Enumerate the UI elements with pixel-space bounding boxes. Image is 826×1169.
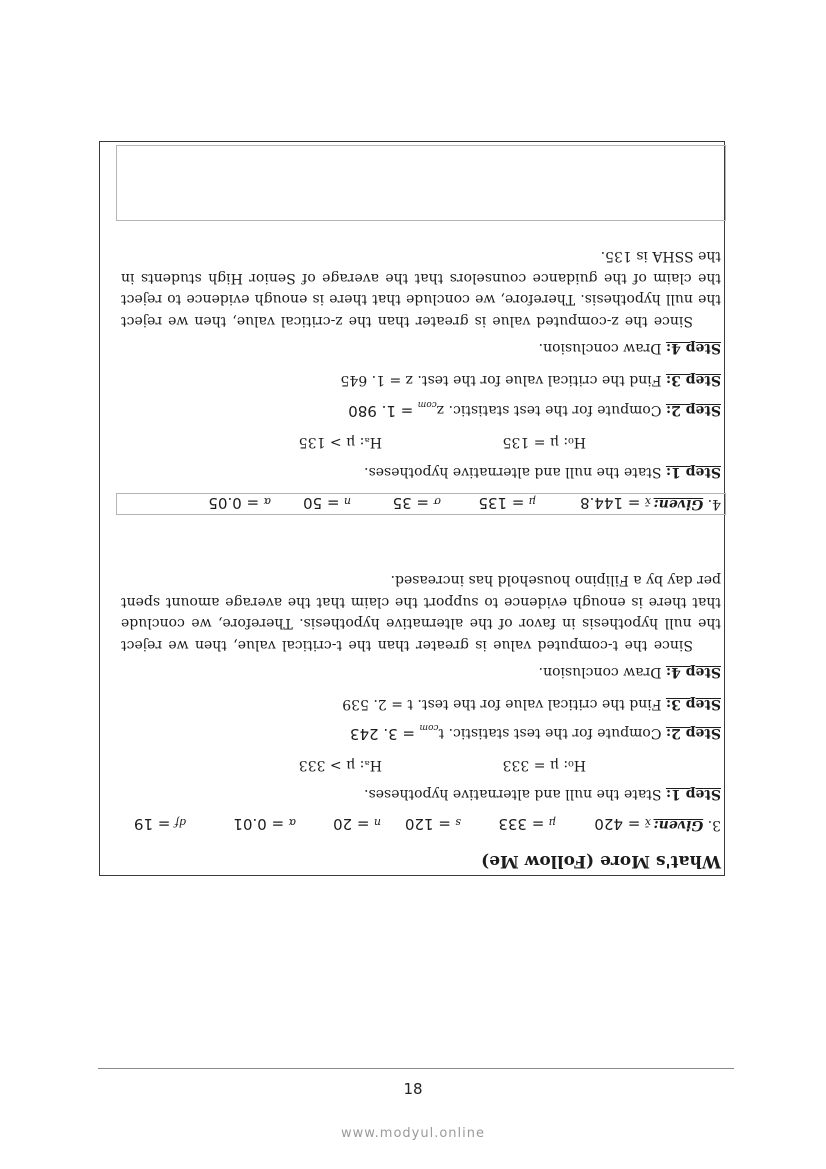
problem3-number: 3. xyxy=(707,817,721,833)
problem4-null-hypothesis: H₀: μ = 135 xyxy=(502,434,586,450)
problem4-given-label: Given: xyxy=(653,496,704,512)
problem4-step2: Step 2: Compute for the test statistic. $z_{com} = 1$. 980 xyxy=(348,399,721,420)
problem4-alt-hypothesis: Hₐ: μ > 135 xyxy=(298,434,382,450)
watermark: www.modyul.online xyxy=(340,1126,486,1141)
given-item: α = 0.01 xyxy=(233,815,296,833)
section-title: What's More (Follow Me) xyxy=(481,851,721,871)
given-item: s = 120 xyxy=(404,815,461,833)
rotated-content xyxy=(100,142,726,877)
given-item: n = 20 xyxy=(333,815,381,833)
problem4-step3: Step 3: Find the critical value for the test. z = 1. 645 xyxy=(340,372,721,388)
page-number: 18 xyxy=(403,1080,423,1098)
given-item: σ = 35 xyxy=(392,494,441,512)
problem3-step3: Step 3: Find the critical value for the test. t = 2. 539 xyxy=(342,696,721,712)
problem3-step2: Step 2: Compute for the test statistic. $t_{com} = 3$. 243 xyxy=(350,722,721,743)
problem3-givens xyxy=(654,817,721,833)
problem4-number: 4. xyxy=(707,496,721,512)
problem4-step1: Step 1: State the null and alternative hypotheses. xyxy=(364,464,721,480)
empty-answer-box xyxy=(116,145,726,221)
problem4-conclusion: Since the z-computed value is greater than the z-critical value, then we reject the null hypothesis. Therefore, we conclude that there is enough evidence to reject the claim of the guidance counselors that the average of Senior High students in the SSHA is 135. xyxy=(121,248,721,329)
problem4-step4: Step 4: Draw conclusion. xyxy=(538,340,721,356)
problem3-conclusion: Since the t-computed value is greater than the t-critical value, then we reject the null hypothesis in favor of the alternative hypothesis. Therefore, we conclude that there is enough evidence to support the claim that the average amount spent per day by a Filipino household has increased. xyxy=(121,572,721,653)
footer-divider xyxy=(98,1068,734,1069)
problem3-null-hypothesis: H₀: μ = 333 xyxy=(502,757,586,773)
problem4-givens xyxy=(654,496,721,512)
content-frame xyxy=(99,141,725,876)
problem3-given-label: Given: xyxy=(653,817,704,833)
given-item: x̄ = 144.8 xyxy=(580,494,651,512)
given-item: df = 19 xyxy=(133,815,186,833)
given-item: n = 50 xyxy=(303,494,351,512)
given-item: α = 0.05 xyxy=(208,494,271,512)
given-item: μ = 333 xyxy=(498,815,556,833)
given-item: x̄ = 420 xyxy=(594,815,651,833)
problem3-alt-hypothesis: Hₐ: μ > 333 xyxy=(298,757,382,773)
problem3-step1: Step 1: State the null and alternative hypotheses. xyxy=(364,786,721,802)
problem3-step4: Step 4: Draw conclusion. xyxy=(538,664,721,680)
given-item: μ = 135 xyxy=(478,494,536,512)
